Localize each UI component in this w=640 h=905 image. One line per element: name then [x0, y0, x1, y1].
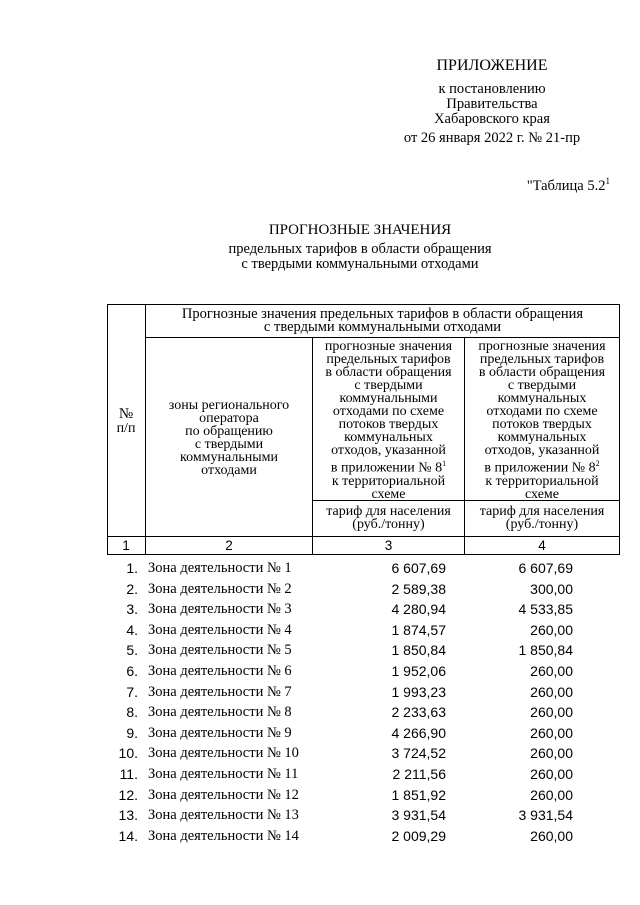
header-col3-line: в области обращения — [325, 365, 452, 380]
row-zone: Зона деятельности № 14 — [148, 827, 299, 844]
header-col3-ref — [313, 457, 464, 475]
header-col3 — [313, 340, 464, 501]
row-number: 3. — [126, 601, 138, 618]
row-value-col3: 6 607,69 — [391, 560, 446, 576]
row-value-col3: 1 850,84 — [391, 642, 446, 659]
row-zone: Зона деятельности № 13 — [148, 807, 299, 824]
row-value-col4: 260,00 — [530, 745, 573, 762]
table-row — [107, 826, 620, 847]
header-number-sign: № — [118, 406, 134, 422]
header-col3-line: к территориальной — [331, 473, 446, 489]
row-zone: Зона деятельности № 10 — [148, 745, 299, 762]
row-value-col4: 3 931,54 — [518, 807, 573, 824]
row-value-col3: 4 266,90 — [391, 724, 446, 741]
table-row — [107, 785, 620, 806]
row-value-col3: 2 233,63 — [391, 704, 446, 721]
document-subtitle — [0, 242, 640, 272]
tariff-line-1: тариф для населения — [326, 504, 451, 519]
row-value-col3: 1 952,06 — [391, 662, 446, 679]
row-zone: Зона деятельности № 6 — [148, 662, 292, 679]
header-group-divider — [145, 337, 620, 338]
header-col4 — [465, 340, 619, 501]
row-number: 4. — [126, 621, 138, 638]
header-col4-line: к территориальной — [485, 473, 599, 489]
subtitle-line-1: предельных тарифов в области обращения — [228, 241, 492, 257]
header-col4-line: отходами по схеме — [486, 404, 598, 419]
header-col3-line: потоков твердых — [338, 417, 439, 432]
row-value-col3: 2 589,38 — [391, 580, 446, 597]
row-number: 9. — [126, 724, 138, 741]
table-row — [107, 702, 620, 723]
header-col4-line: отходов, указанной — [484, 443, 600, 458]
table-body — [107, 558, 620, 846]
table-row — [107, 764, 620, 785]
header-tariff-col3 — [313, 505, 464, 531]
row-number: 11. — [119, 765, 138, 782]
header-col3-ref-text: в приложении № 8 — [330, 460, 443, 476]
row-zone: Зона деятельности № 1 — [148, 560, 292, 576]
header-col4-line: схеме — [525, 486, 559, 502]
row-value-col4: 260,00 — [530, 724, 573, 741]
row-number: 13. — [118, 807, 138, 824]
table-number-label — [527, 176, 610, 195]
header-zone-line: коммунальными — [180, 450, 278, 465]
table-row — [107, 723, 620, 744]
header-col4-ref-sup: 2 — [595, 459, 600, 468]
column-number-2: 2 — [225, 538, 233, 553]
header-col4-ref-text: в приложении № 8 — [484, 460, 596, 476]
row-value-col4: 260,00 — [530, 621, 573, 638]
table-row — [107, 743, 620, 764]
table-row — [107, 558, 620, 579]
header-group-line-1: Прогнозные значения предельных тарифов в области обращения — [181, 306, 584, 322]
table-row — [107, 805, 620, 826]
row-zone: Зона деятельности № 4 — [148, 621, 292, 638]
row-zone: Зона деятельности № 12 — [148, 786, 299, 803]
row-value-col3: 3 931,54 — [391, 807, 446, 824]
row-zone: Зона деятельности № 7 — [148, 683, 292, 700]
row-value-col3: 1 993,23 — [391, 683, 446, 700]
header-zone-col — [146, 399, 312, 477]
header-col3-line: с твердыми — [354, 378, 423, 393]
appendix-line-1: к постановлению — [438, 81, 546, 97]
tariff-line-2: (руб./тонну) — [505, 517, 579, 532]
row-value-col4: 1 850,84 — [518, 642, 573, 659]
row-value-col4: 260,00 — [530, 683, 573, 700]
row-number: 12. — [118, 786, 138, 803]
table-number-text: "Таблица 5.2 — [526, 177, 606, 194]
appendix-line-2: Правительства — [446, 96, 538, 112]
header-col4-line: коммунальных — [497, 391, 587, 406]
subtitle-line-2: с твердыми коммунальными отходами — [241, 256, 479, 272]
appendix-date: от 26 января 2022 г. № 21-пр — [403, 130, 581, 146]
header-col4-line: коммунальных — [497, 430, 587, 445]
header-border-right — [619, 304, 620, 555]
header-group — [146, 308, 619, 334]
row-value-col3: 2 211,56 — [392, 765, 446, 782]
row-zone: Зона деятельности № 9 — [148, 724, 292, 741]
header-zone-line: отходами — [201, 463, 257, 478]
header-col3-line: предельных тарифов — [326, 352, 451, 367]
header-col4-line: с твердыми — [507, 378, 577, 393]
header-col3-line: коммунальными — [339, 391, 438, 406]
column-number-1: 1 — [122, 538, 130, 553]
table-row — [107, 599, 620, 620]
row-number: 7. — [126, 683, 138, 700]
row-value-col3: 2 009,29 — [391, 827, 446, 844]
row-number: 6. — [126, 662, 138, 679]
row-number: 5. — [126, 642, 138, 659]
header-col4-ref — [465, 457, 619, 475]
row-number: 8. — [126, 704, 138, 721]
row-value-col4: 4 533,85 — [518, 601, 573, 618]
row-number: 10. — [118, 745, 138, 762]
table-row — [107, 682, 620, 703]
row-value-col3: 1 851,92 — [391, 786, 446, 803]
header-col3-ref-sup: 1 — [442, 459, 447, 468]
table-row — [107, 640, 620, 661]
header-col4-line: прогнозные значения — [478, 339, 606, 354]
header-number-abbr: п/п — [116, 421, 136, 436]
header-zone-line: с твердыми — [194, 437, 264, 452]
header-tariff-col4 — [465, 505, 619, 531]
header-colnum-top — [107, 536, 620, 537]
table-row — [107, 579, 620, 600]
row-zone: Зона деятельности № 11 — [148, 765, 299, 782]
document-title: ПРОГНОЗНЫЕ ЗНАЧЕНИЯ — [268, 222, 452, 238]
header-colnum-bottom — [107, 554, 620, 555]
header-zone-line: оператора — [199, 411, 259, 426]
table-row — [107, 661, 620, 682]
header-zone-line: зоны регионального — [168, 398, 290, 413]
row-zone: Зона деятельности № 2 — [148, 580, 292, 597]
table-number-footnote: 1 — [605, 176, 610, 186]
tariff-line-1: тариф для населения — [479, 504, 605, 519]
row-number: 14. — [118, 827, 138, 844]
header-col4-line: потоков твердых — [492, 417, 592, 432]
row-value-col4: 260,00 — [530, 786, 573, 803]
row-value-col3: 4 280,94 — [391, 601, 446, 618]
row-value-col4: 6 607,69 — [518, 560, 573, 576]
table-header — [107, 304, 620, 555]
appendix-block — [377, 58, 607, 146]
row-value-col4: 260,00 — [530, 662, 573, 679]
row-value-col4: 260,00 — [530, 704, 573, 721]
header-group-line-2: с твердыми коммунальными отходами — [263, 319, 502, 335]
row-zone: Зона деятельности № 3 — [148, 601, 292, 618]
header-col3-line: прогнозные значения — [324, 339, 453, 354]
table-row — [107, 620, 620, 641]
appendix-title: ПРИЛОЖЕНИЕ — [436, 57, 548, 74]
header-col4-line: в области обращения — [478, 365, 606, 380]
appendix-line-3: Хабаровского края — [434, 111, 550, 127]
row-value-col4: 260,00 — [530, 765, 573, 782]
header-col3-line: отходов, указанной — [331, 443, 446, 458]
row-number: 2. — [126, 580, 138, 597]
column-number-4: 4 — [538, 538, 546, 553]
row-value-col4: 300,00 — [530, 580, 573, 597]
column-number-3: 3 — [384, 538, 393, 553]
header-number-col — [107, 407, 145, 435]
row-value-col3: 1 874,57 — [391, 621, 446, 638]
header-border-top — [107, 304, 620, 305]
tariff-line-2: (руб./тонну) — [352, 517, 425, 532]
row-zone: Зона деятельности № 8 — [148, 704, 292, 721]
row-value-col4: 260,00 — [530, 827, 573, 844]
row-value-col3: 3 724,52 — [391, 745, 446, 762]
row-zone: Зона деятельности № 5 — [148, 642, 292, 659]
header-col3-line: схеме — [371, 486, 406, 502]
header-zone-line: по обращению — [185, 424, 273, 439]
header-col4-line: предельных тарифов — [479, 352, 605, 367]
header-col3-line: коммунальных — [344, 430, 433, 445]
header-col3-line: отходами по схеме — [332, 404, 445, 419]
row-number: 1. — [126, 560, 138, 576]
